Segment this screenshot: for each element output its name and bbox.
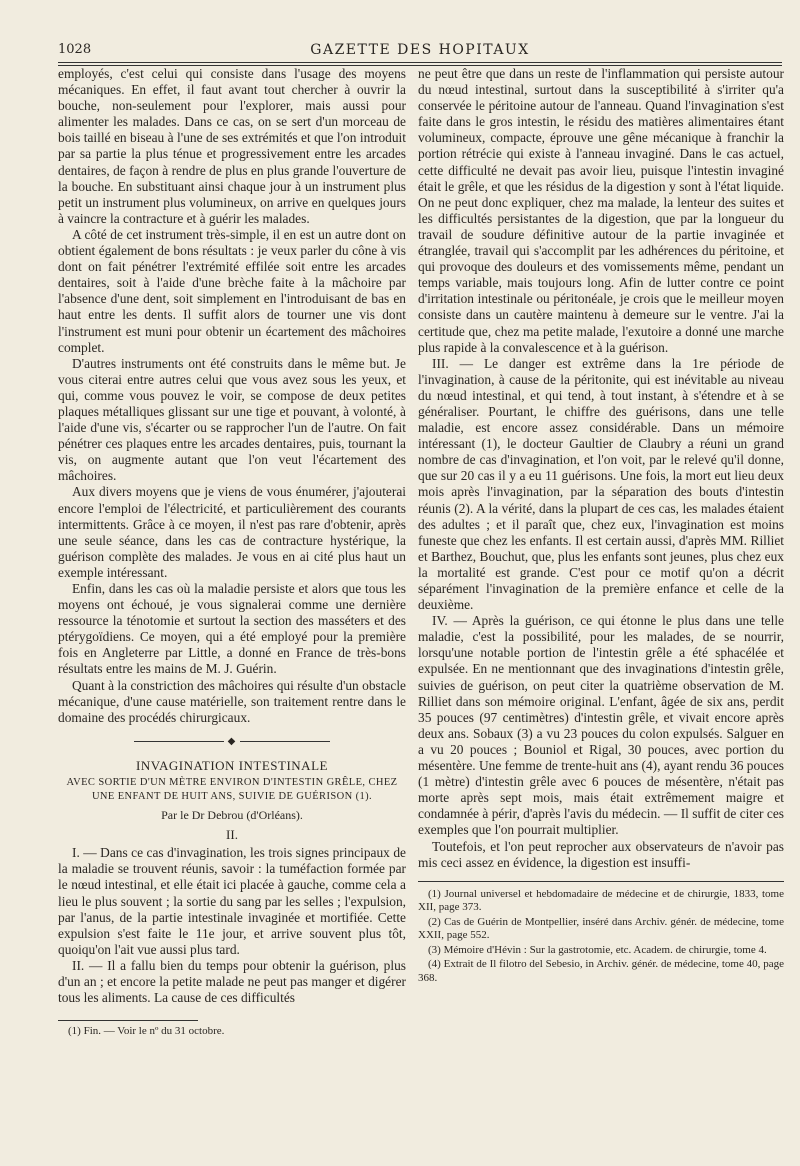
journal-title: GAZETTE DES HOPITAUX — [310, 42, 530, 58]
footnote: (3) Mémoire d'Hévin : Sur la gastrotomie, etc. Academ. de chirurgie, tome 4. — [428, 943, 767, 956]
page-header — [58, 38, 782, 62]
article-title: INVAGINATION INTESTINALE — [136, 757, 328, 773]
paragraph: III. — Le danger est extrême dans la 1re période de l'invagination, à cause de la péritonite, qui est inévitable au niveau du nœud intestinal, et qui tend, à tout instant, à s'étendre et à se généraliser. Pourtant, le chiffre des guérisons, dans une telle maladie, est encore assez considérable. Dans un mémoire intéressant (1), le docteur Gaultier de Claubry a réuni un grand nombre de cas d'invagination, et l'on voit, par le relevé qu'il donne, que sur 20 cas il y a eu 11 guérisons. Une fois, la mort eut lieu deux mois après l'invagination, par la séparation des bouts d'intestin réunis (2). A la vérité, dans la plupart de ces cas, les malades étaient des adultes ; et il paraît que, chez eux, l'invagination est moins funeste que chez les enfants. Il est certain aussi, d'après MM. Rilliet et Barthez, Bouchut, que, plus les enfants sont jeunes, plus chez eux la mortalité est grande. C'est pour ce motif qu'on a décrit séparément l'invagination de la première enfance et celle de la deuxième. — [418, 355, 784, 613]
paragraph: I. — Dans ce cas d'invagination, les trois signes principaux de la maladie se trouvent réunis, savoir : la tuméfaction formée par le nœud intestinal, et elle était ici placée à gauche, comme cela a lieu le plus souvent ; la sortie du sang par les selles ; l'expulsion, par l'anus, de la partie intestinale invaginée et mortifiée. Cette expulsion s'est faite le 11e jour, et arrive souvent plus tôt, quoiqu'on l'ait vue aussi plus tard. — [58, 845, 406, 957]
footnote-rule — [58, 1020, 198, 1021]
footnote: (2) Cas de Guérin de Montpellier, inséré dans Archiv. génér. de médecine, tome XXII, page 552. — [418, 915, 784, 942]
left-column — [58, 66, 406, 1040]
section-separator: ◆ — [58, 734, 406, 750]
article-byline: Par le Dr Debrou (d'Orléans). — [161, 808, 303, 823]
footnote: (1) Fin. — Voir le nº du 31 octobre. — [68, 1025, 225, 1038]
paragraph: ne peut être que dans un reste de l'inflammation qui persiste autour du nœud intestinal, surtout dans la susceptibilité à s'irriter qu'a conservée le péritoine autour de l'anneau. Quand l'invagination s'est faite dans le gros intestin, le résidu des matières alimentaires étant volumineux, compacte, éprouve une gêne mécanique à franchir la portion rétrécie qui existe à l'anneau invaginé. Dans le cas actuel, cette difficulté ne devait pas avoir lieu, puisque l'intestin invaginé était le grêle, et que les résidus de la digestion y sont à l'état liquide. On ne peut donc expliquer, chez ma malade, la lenteur des suites et les difficultés persistantes de la digestion, que par la longueur du travail de soudure définitive autour de la partie invaginée et étranglée, travail qui s'accomplit par les adhérences du péritoine, et qui provoque des douleurs et des vomissements même, pendant un temps variable, mais toujours long. Afin de lutter contre ce point d'irritation intestinale ou péritonéale, je crois que le meilleur moyen consiste dans un cautère maintenu à demeure sur le ventre. J'ai la certitude que, chez ma petite malade, l'exutoire a donné une marche plus rapide à la convalescence et à la guérison. — [418, 66, 784, 355]
right-column — [418, 66, 784, 986]
section-numeral: II. — [226, 827, 238, 843]
article-subtitle: AVEC SORTIE D'UN MÈTRE ENVIRON D'INTESTIN GRÊLE, CHEZ UNE ENFANT DE HUIT ANS, SUIVIE DE GUÉRISON (1). — [66, 777, 398, 803]
paragraph: employés, c'est celui qui consiste dans l'usage des moyens mécaniques. En effet, il faut avant tout chercher à ouvrir la bouche, non-seulement pour l'explorer, mais aussi pour alimenter les malades. Dans ce cas, on se sert d'un morceau de bois taillé en biseau à l'une de ses extrémités et que l'on introduit par sa partie la plus ténue et progressivement entre les arcades dentaires, de façon à rendre de plus en plus grande l'ouverture de la bouche. En substituant ainsi chaque jour à un instrument plus petit un instrument plus volumineux, on arrive en quelques jours à vaincre la contracture et à guérir les malades. — [58, 66, 406, 226]
paragraph: Enfin, dans les cas où la maladie persiste et alors que tous les moyens ont échoué, je vous signalerai comme une dernière ressource la ténotomie et surtout la section des masséters et des ptérygoïdiens. Ce moyen, qui a été employé pour la première fois en Angleterre par Little, a donné en France de très-bons résultats entre les mains de M. J. Guérin. — [58, 581, 406, 677]
paragraph: IV. — Après la guérison, ce qui étonne le plus dans une telle maladie, c'est la possibilité, pour les malades, de se nourrir, lorsqu'une notable portion de l'intestin grêle a été sphacélée et expulsée. En ne mentionnant que des invaginations d'intestin grêle, suivies de guérison, on peut citer la quatrième observation de M. Rilliet dans son mémoire original. L'enfant, âgée de six ans, perdit 35 pouces (97 centimètres) d'intestin grêle, et vivait encore après deux ans. Sobaux (3) a vu 23 pouces du colon expulsés. Salguer en a vu 20 pouces ; Bouniol et Rigal, 30 pouces, avec portion du mésentère. Une femme de trente-huit ans (4), ayant rendu 36 pouces (1 mètre) d'intestin grêle avec 6 pouces de mésentère, n'était pas morte après sept mois, mais était extrêmement maigre et condamnée à périr, d'après l'avis du médecin. — Il suffit de citer ces exemples que l'on pourrait multiplier. — [418, 613, 784, 838]
header-rule — [58, 62, 782, 63]
paragraph: A côté de cet instrument très-simple, il en est un autre dont on obtient également de bons résultats : je veux parler du cône à vis dont on fait pénétrer l'extrémité effilée soit entre les arcades dentaires, soit à l'aide d'une brèche faite à la mâchoire par l'absence d'une dent, soit simplement en l'introduisant de bas en haut entre les dents. Il suffit alors de tourner une vis dont l'instrument est muni pour obtenir un écartement des mâchoires complet. — [58, 226, 406, 355]
footnotes — [58, 1025, 406, 1039]
paragraph: Toutefois, et l'on peut reprocher aux observateurs de n'avoir pas mis ceci assez en évidence, la digestion est insuffi- — [418, 838, 784, 870]
footnote-rule — [418, 881, 784, 882]
paragraph: Aux divers moyens que je viens de vous énumérer, j'ajouterai encore l'emploi de l'électricité, et particulièrement des courants intermittents. Grâce à ce moyen, il n'est pas rare d'obtenir, après une seule séance, dans les cas de contracture hystérique, la guérison complète des malades. Je vous en ai cité plus haut un exemple intéressant. — [58, 484, 406, 580]
page-number: 1028 — [58, 42, 92, 57]
paragraph: D'autres instruments ont été construits dans le même but. Je vous citerai entre autres celui que vous avez sous les yeux, et qui, comme vous pouvez le voir, se compose de deux petites plaques métalliques glissant sur une tige et pouvant, à volonté, à l'aide d'une vis, s'écarter ou se rapprocher l'un de l'autre. On fait pénétrer ces plaques entre les arcades dentaires, puis, tournant la vis, on augmente autant que l'on veut l'écartement des mâchoires. — [58, 355, 406, 484]
footnote: (1) Journal universel et hebdomadaire de médecine et de chirurgie, 1833, tome XII, page 373. — [418, 887, 784, 914]
paragraph: Quant à la constriction des mâchoires qui résulte d'un obstacle mécanique, d'une cause matérielle, son traitement rentre dans le domaine des procédés chirurgicaux. — [58, 677, 406, 725]
footnote: (4) Extrait de Il filotro del Sebesio, in Archiv. génér. de médecine, tome 40, page 368. — [418, 958, 784, 984]
paragraph: II. — Il a fallu bien du temps pour obtenir la guérison, plus d'un an ; et encore la petite malade ne peut pas manger et digérer tous les aliments. La cause de ces difficultés — [58, 957, 406, 1006]
footnotes — [418, 888, 784, 986]
